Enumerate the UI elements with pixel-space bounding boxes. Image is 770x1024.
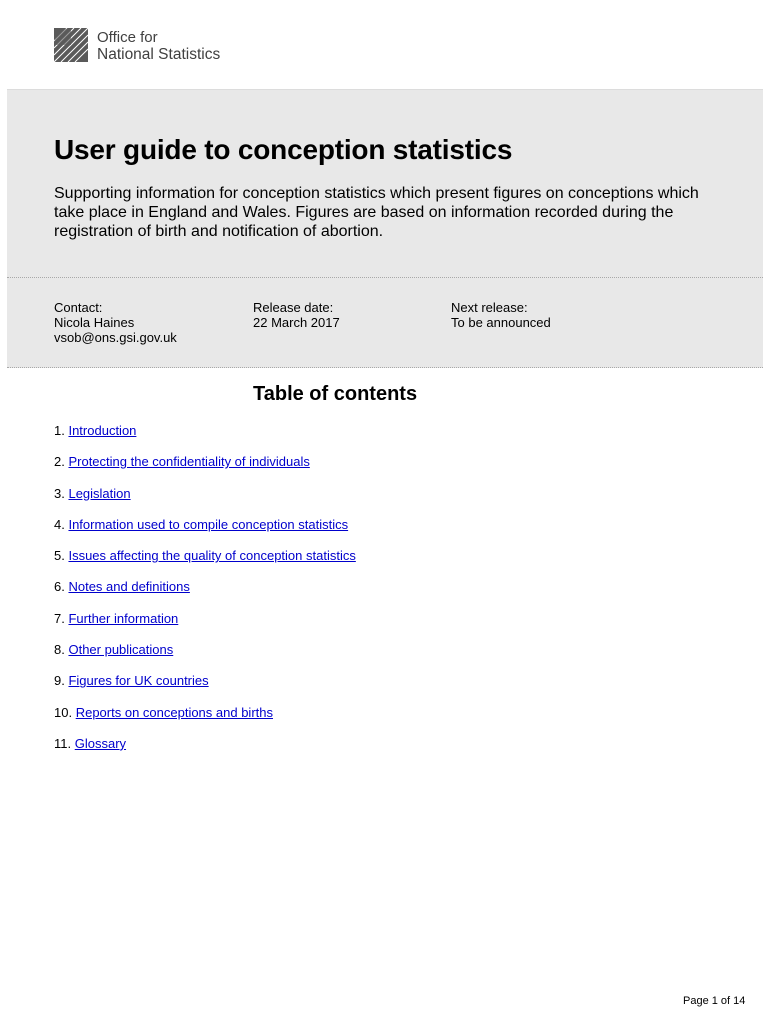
release-date-value: 22 March 2017	[253, 315, 340, 330]
toc-number: 10.	[54, 704, 73, 720]
toc-link-glossary[interactable]: Glossary	[74, 735, 127, 751]
toc-link-legislation[interactable]: Legislation	[68, 485, 131, 501]
toc-item	[54, 642, 356, 673]
contact-name: Nicola Haines	[54, 315, 135, 330]
toc-item	[54, 736, 356, 767]
toc-link-quality-issues[interactable]: Issues affecting the quality of conception statistics	[68, 548, 356, 564]
toc-item	[54, 454, 356, 485]
toc-link-other-publications[interactable]: Other publications	[68, 642, 174, 658]
toc-number: 4.	[54, 516, 65, 532]
toc-number: 6.	[54, 579, 65, 595]
toc-number: 11.	[54, 735, 72, 751]
toc-link-introduction[interactable]: Introduction	[68, 423, 137, 438]
ons-logo-text	[97, 29, 220, 63]
toc-number: 7.	[54, 610, 65, 626]
toc-item	[54, 486, 356, 517]
next-release-label: Next release:	[451, 300, 528, 315]
page-title: User guide to conception statistics	[54, 134, 513, 165]
toc-link-uk-countries[interactable]: Figures for UK countries	[68, 673, 209, 689]
contact-email: vsob@ons.gsi.gov.uk	[54, 330, 177, 345]
toc-item	[54, 579, 356, 610]
table-of-contents	[54, 423, 356, 767]
logo-line1: Office for	[97, 29, 158, 46]
toc-number: 3.	[54, 485, 65, 501]
toc-link-confidentiality[interactable]: Protecting the confidentiality of individuals	[68, 454, 310, 470]
toc-link-reports[interactable]: Reports on conceptions and births	[75, 704, 273, 720]
release-date-block	[253, 300, 340, 330]
toc-link-further-information[interactable]: Further information	[68, 610, 179, 626]
toc-item	[54, 548, 356, 579]
release-info-band	[7, 277, 763, 368]
release-date-label: Release date:	[253, 300, 334, 315]
contact-block	[54, 300, 177, 345]
toc-number: 5.	[54, 548, 65, 564]
toc-item	[54, 517, 356, 548]
next-release-block	[451, 300, 551, 330]
logo-line2: National Statistics	[97, 46, 221, 63]
toc-link-notes-definitions[interactable]: Notes and definitions	[68, 579, 190, 595]
toc-link-information-used[interactable]: Information used to compile conception statistics	[68, 516, 349, 532]
page-summary: Supporting information for conception statistics which present figures on conceptions which take place in England and Wales. Figures are based on information recorded during the registration of birth and notification of abortion.	[54, 185, 699, 240]
contact-label: Contact:	[54, 300, 103, 315]
toc-number: 8.	[54, 642, 65, 658]
page-number: Page 1 of 14	[683, 995, 746, 1007]
toc-number: 2.	[54, 454, 65, 470]
toc-item	[54, 423, 356, 454]
toc-number: 9.	[54, 673, 65, 689]
toc-item	[54, 673, 356, 704]
ons-logo-mark-icon	[54, 28, 88, 62]
header-band	[7, 89, 763, 278]
toc-item	[54, 611, 356, 642]
ons-logo[interactable]	[54, 28, 254, 68]
toc-number: 1.	[54, 423, 65, 438]
next-release-value: To be announced	[451, 315, 551, 330]
toc-title: Table of contents	[253, 383, 418, 405]
toc-item	[54, 705, 356, 736]
